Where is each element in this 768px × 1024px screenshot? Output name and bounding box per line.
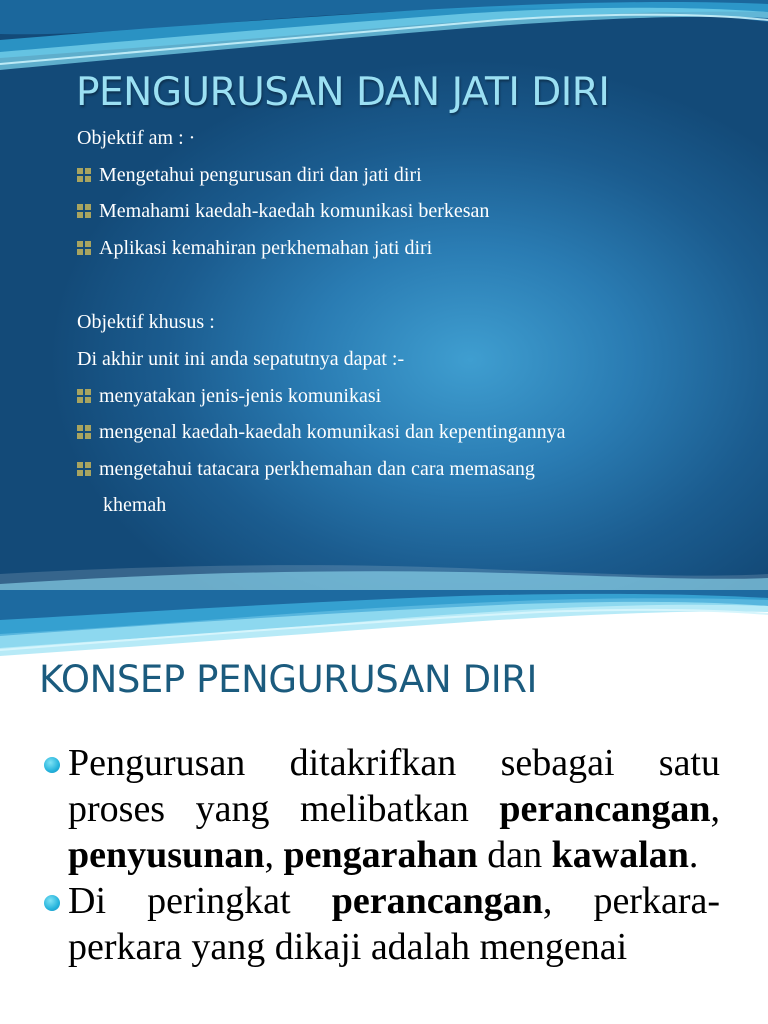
grid-square-bullet-icon — [77, 389, 91, 403]
list-item-text: Aplikasi kemahiran perkhemahan jati diri — [99, 236, 433, 259]
grid-square-bullet-icon — [77, 168, 91, 182]
list-item — [77, 230, 717, 267]
grid-square-bullet-icon — [77, 241, 91, 255]
round-bullet-icon — [44, 757, 60, 773]
paragraph-text — [68, 878, 720, 970]
bold-term: penyusunan — [68, 834, 265, 876]
list-item-text: menyatakan jenis-jenis komunikasi — [99, 384, 382, 407]
text-run: , — [710, 788, 720, 830]
grid-square-bullet-icon — [77, 462, 91, 476]
list-item — [77, 451, 717, 488]
list-item — [77, 157, 717, 194]
list-item-continuation: khemah — [103, 494, 167, 517]
wave-decoration-top — [0, 0, 768, 80]
text-run: Di peringkat — [68, 880, 332, 922]
objectives-block — [77, 120, 717, 524]
objektif-am-label: Objektif am : · — [77, 127, 196, 149]
paragraph — [44, 878, 720, 970]
list-item — [77, 414, 717, 451]
grid-square-bullet-icon — [77, 425, 91, 439]
slide-title: PENGURUSAN DAN JATI DIRI — [76, 70, 610, 115]
bold-term: perancangan — [499, 788, 711, 830]
list-item-text: mengenal kaedah-kaedah komunikasi dan kepentingannya — [99, 421, 566, 444]
objektif-khusus-label: Objektif khusus : — [77, 311, 215, 334]
list-item — [77, 378, 717, 415]
round-bullet-icon — [44, 895, 60, 911]
list-item-text: Memahami kaedah-kaedah komunikasi berkesan — [99, 200, 490, 223]
list-item-text: Mengetahui pengurusan diri dan jati diri — [99, 163, 422, 186]
spacer — [77, 266, 717, 304]
paragraph-text — [68, 740, 720, 878]
slide-konsep-pengurusan-diri — [0, 590, 768, 1024]
bold-term: kawalan — [551, 834, 689, 876]
text-run: dan — [477, 834, 552, 876]
text-run: Pengurusan ditakrifkan sebagai satu proses yang melibatkan — [68, 742, 720, 830]
bold-term: pengarahan — [283, 834, 478, 876]
intro-line: Di akhir unit ini anda sepatutnya dapat :- — [77, 347, 405, 370]
list-item — [77, 193, 717, 230]
list-item-text: mengetahui tatacara perkhemahan dan cara memasang — [99, 457, 535, 480]
text-run: , — [264, 834, 284, 876]
wave-decoration-bottom — [0, 560, 768, 590]
slide-body — [44, 740, 720, 970]
paragraph — [44, 740, 720, 878]
grid-square-bullet-icon — [77, 204, 91, 218]
text-run: . — [688, 834, 699, 876]
text-run: , perkara-perkara yang dikaji adalah mengenai — [68, 880, 720, 968]
bold-term: perancangan — [331, 880, 543, 922]
slide-title: KONSEP PENGURUSAN DIRI — [39, 658, 538, 701]
wave-decoration-top — [0, 590, 768, 662]
